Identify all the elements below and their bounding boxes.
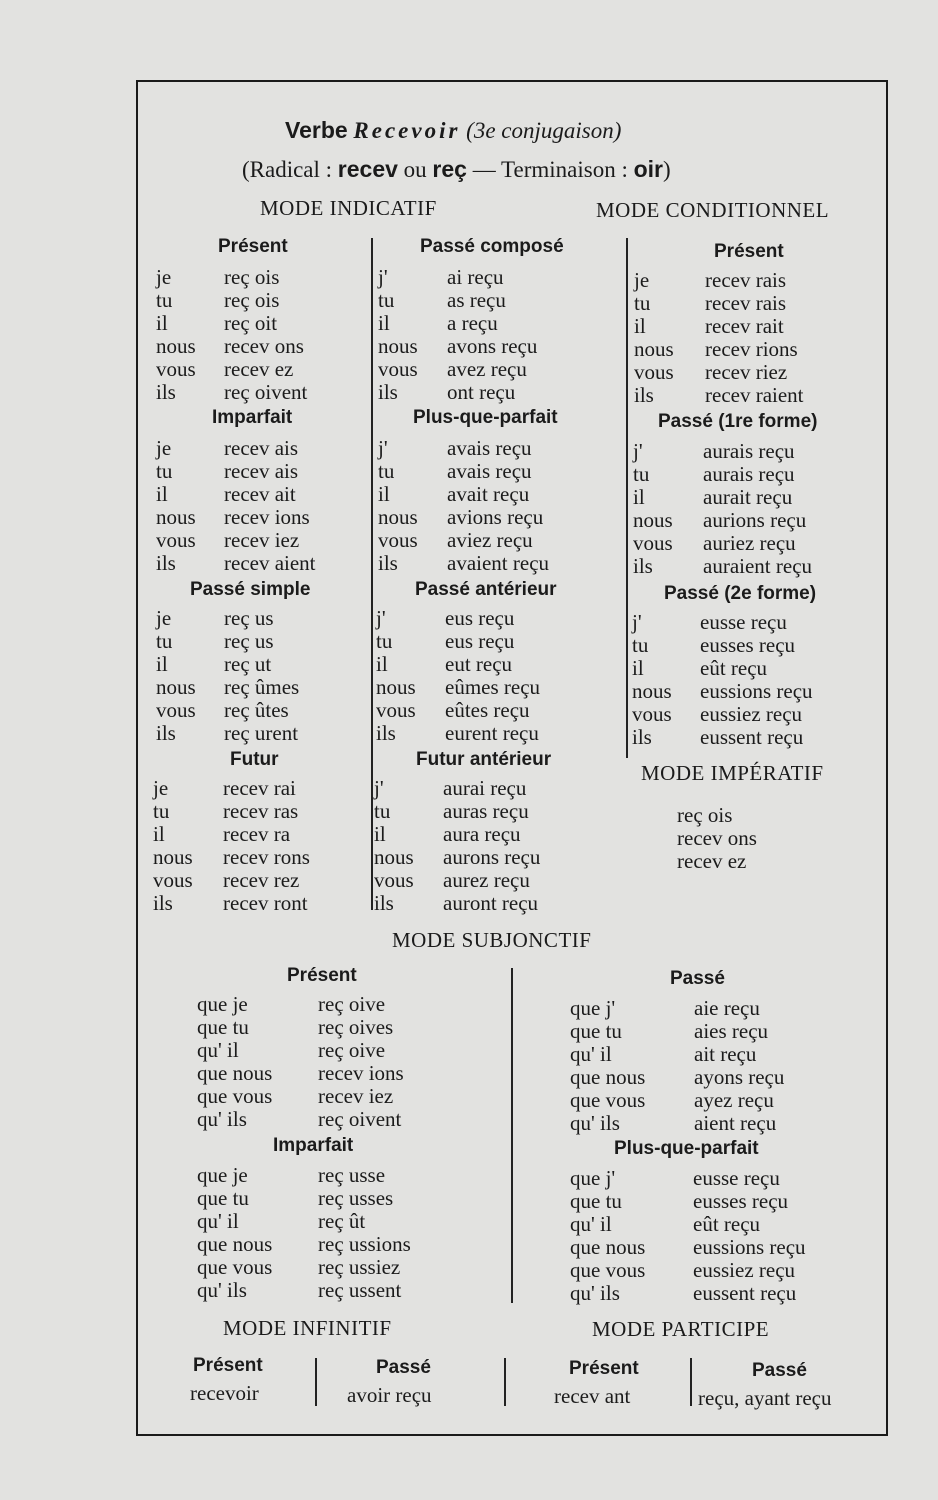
pronoun: il — [378, 311, 390, 335]
verb-form: recev ions — [224, 505, 310, 529]
pronoun: je — [156, 265, 172, 289]
pronoun: ils — [153, 891, 173, 915]
pronoun: que nous — [197, 1061, 273, 1085]
pronoun: vous — [156, 698, 196, 722]
pronoun: qu' il — [197, 1209, 239, 1233]
mode-infinitif-heading: MODE INFINITIF — [223, 1316, 392, 1340]
pronoun: qu' ils — [197, 1278, 247, 1302]
tense-heading: Imparfait — [273, 1135, 354, 1156]
divider-participe — [690, 1358, 692, 1406]
pronoun: ils — [633, 554, 653, 578]
divider-middle — [504, 1358, 506, 1406]
verb-form: avait reçu — [447, 482, 530, 506]
pronoun: vous — [378, 528, 418, 552]
verb-form: as reçu — [447, 288, 506, 312]
verb-form: eurent reçu — [445, 721, 539, 745]
verb-form: aurai reçu — [443, 776, 527, 800]
verb-form: recev rais — [705, 268, 787, 292]
pronoun: que tu — [570, 1019, 622, 1043]
infinitif-present-value: recevoir — [190, 1381, 259, 1405]
radical-label: (Radical : — [242, 157, 333, 182]
pronoun: que tu — [197, 1015, 249, 1039]
pronoun: il — [632, 656, 644, 680]
verb-form: auront reçu — [443, 891, 539, 915]
pronoun: que je — [197, 992, 248, 1016]
pronoun: tu — [633, 462, 650, 486]
tense-heading: Imparfait — [212, 407, 293, 428]
pronoun: qu' il — [570, 1212, 612, 1236]
pronoun: j' — [378, 265, 388, 289]
pronoun: je — [156, 606, 172, 630]
verb-form: aurais reçu — [703, 462, 795, 486]
verb-form: reç oit — [224, 311, 278, 335]
pronoun: j' — [378, 436, 388, 460]
verb-form: eûmes reçu — [445, 675, 541, 699]
tense-heading: Plus-que-parfait — [614, 1138, 759, 1159]
pronoun: j' — [376, 606, 386, 630]
pronoun: que je — [197, 1163, 248, 1187]
pronoun: que tu — [570, 1189, 622, 1213]
verb-form: eût reçu — [700, 656, 768, 680]
verb-form: avons reçu — [447, 334, 538, 358]
verb-form: ayez reçu — [694, 1088, 774, 1112]
participe-present-label: Présent — [569, 1358, 639, 1379]
pronoun: il — [374, 822, 386, 846]
verb-form: eussent reçu — [693, 1281, 797, 1305]
verb-form: recev aient — [224, 551, 316, 575]
pronoun: que j' — [570, 996, 616, 1020]
verb-form: auriez reçu — [703, 531, 796, 555]
verb-form: a reçu — [447, 311, 498, 335]
pronoun: que vous — [197, 1255, 273, 1279]
pronoun: vous — [633, 531, 673, 555]
pronoun: nous — [634, 337, 674, 361]
verb-form: reç us — [224, 606, 274, 630]
pronoun: nous — [376, 675, 416, 699]
verb-form: recev rions — [705, 337, 798, 361]
verb-form: recev ait — [224, 482, 296, 506]
verb-form: reç oivent — [318, 1107, 402, 1131]
pronoun: ils — [634, 383, 654, 407]
pronoun: qu' ils — [570, 1281, 620, 1305]
pronoun: tu — [156, 629, 173, 653]
tense-heading: Plus-que-parfait — [413, 407, 558, 428]
title-conjugaison: (3e conjugaison) — [466, 118, 622, 143]
pronoun: nous — [374, 845, 414, 869]
pronoun: vous — [634, 360, 674, 384]
pronoun: vous — [374, 868, 414, 892]
pronoun: j' — [374, 776, 384, 800]
divider-infinitif — [315, 1358, 317, 1406]
verb-form: recev riez — [705, 360, 788, 384]
verb-form: recev raient — [705, 383, 804, 407]
verb-form: ayons reçu — [694, 1065, 785, 1089]
verb-form: aurions reçu — [703, 508, 807, 532]
verb-form: recev iez — [224, 528, 300, 552]
tense-heading: Passé antérieur — [415, 579, 557, 600]
verb-form: reç ut — [224, 652, 272, 676]
verb-form: avions reçu — [447, 505, 544, 529]
mode-subjonctif-heading: MODE SUBJONCTIF — [392, 928, 592, 952]
pronoun: vous — [632, 702, 672, 726]
pronoun: tu — [376, 629, 393, 653]
pronoun: vous — [376, 698, 416, 722]
verb-form: eussions reçu — [700, 679, 813, 703]
verb-form: recev ais — [224, 436, 299, 460]
verb-form: reç ussiez — [318, 1255, 401, 1279]
verb-form: avez reçu — [447, 357, 527, 381]
pronoun: nous — [156, 675, 196, 699]
verb-form: reç ûmes — [224, 675, 300, 699]
verb-form: avaient reçu — [447, 551, 550, 575]
verb-form: auras reçu — [443, 799, 529, 823]
verb-form: eusses reçu — [693, 1189, 789, 1213]
imperatif-form: recev ons — [677, 826, 757, 850]
participe-passe-value: reçu, ayant reçu — [698, 1386, 832, 1410]
participe-passe-label: Passé — [752, 1360, 807, 1381]
verb-form: reç ussent — [318, 1278, 402, 1302]
verb-form: avais reçu — [447, 459, 532, 483]
pronoun: que vous — [570, 1088, 646, 1112]
pronoun: vous — [378, 357, 418, 381]
radical-ou: ou — [403, 157, 427, 182]
pronoun: qu' ils — [197, 1107, 247, 1131]
radical-close: ) — [662, 157, 671, 182]
verb-form: eussiez reçu — [693, 1258, 796, 1282]
verb-form: recev ra — [223, 822, 291, 846]
pronoun: ils — [378, 380, 398, 404]
verb-form: eusse reçu — [700, 610, 787, 634]
pronoun: vous — [153, 868, 193, 892]
verb-form: reç oives — [318, 1015, 394, 1039]
verb-form: reç oive — [318, 1038, 386, 1062]
verb-form: eus reçu — [445, 606, 515, 630]
verb-form: recev ons — [224, 334, 304, 358]
pronoun: je — [634, 268, 650, 292]
verb-form: aies reçu — [694, 1019, 769, 1043]
verb-form: aurez reçu — [443, 868, 530, 892]
mode-indicatif-heading: MODE INDICATIF — [260, 196, 437, 220]
pronoun: tu — [378, 459, 395, 483]
verb-form: aie reçu — [694, 996, 760, 1020]
terminaison-label: — Terminaison : — [472, 157, 628, 182]
verb-form: eut reçu — [445, 652, 513, 676]
tense-heading: Passé — [670, 968, 725, 989]
verb-form: recev ions — [318, 1061, 404, 1085]
verb-form: reç usses — [318, 1186, 394, 1210]
pronoun: il — [156, 482, 168, 506]
tense-heading: Présent — [714, 241, 784, 262]
verb-form: eûtes reçu — [445, 698, 530, 722]
tense-heading: Présent — [218, 236, 288, 257]
verb-form: eussions reçu — [693, 1235, 806, 1259]
verb-form: aurais reçu — [703, 439, 795, 463]
pronoun: tu — [378, 288, 395, 312]
tense-heading: Passé simple — [190, 579, 311, 600]
pronoun: ils — [156, 380, 176, 404]
pronoun: nous — [156, 505, 196, 529]
verb-form: aurait reçu — [703, 485, 793, 509]
pronoun: nous — [378, 505, 418, 529]
pronoun: que nous — [570, 1065, 646, 1089]
divider-conditionnel — [626, 238, 628, 758]
pronoun: vous — [156, 357, 196, 381]
tense-heading: Passé (1re forme) — [658, 411, 818, 432]
pronoun: ils — [376, 721, 396, 745]
tense-heading: Futur antérieur — [416, 749, 552, 770]
verb-form: aura reçu — [443, 822, 521, 846]
pronoun: il — [378, 482, 390, 506]
imperatif-form: reç ois — [677, 803, 733, 827]
verb-form: aviez reçu — [447, 528, 533, 552]
pronoun: qu' il — [570, 1042, 612, 1066]
verb-form: reç ois — [224, 265, 280, 289]
verb-form: eus reçu — [445, 629, 515, 653]
mode-imperatif-heading: MODE IMPÉRATIF — [641, 761, 824, 785]
pronoun: que vous — [197, 1084, 273, 1108]
verb-form: eusse reçu — [693, 1166, 780, 1190]
verb-form: reç oivent — [224, 380, 308, 404]
verb-form: recev rez — [223, 868, 300, 892]
pronoun: que nous — [570, 1235, 646, 1259]
verb-form: recev ez — [224, 357, 294, 381]
verb-form: recev rais — [705, 291, 787, 315]
pronoun: tu — [156, 459, 173, 483]
pronoun: nous — [153, 845, 193, 869]
tense-heading: Passé composé — [420, 236, 564, 257]
tense-heading: Présent — [287, 965, 357, 986]
pronoun: tu — [153, 799, 170, 823]
mode-conditionnel-heading: MODE CONDITIONNEL — [596, 198, 830, 222]
pronoun: que tu — [197, 1186, 249, 1210]
pronoun: il — [634, 314, 646, 338]
pronoun: ils — [632, 725, 652, 749]
infinitif-passe-label: Passé — [376, 1357, 431, 1378]
verb-form: reç urent — [224, 721, 299, 745]
verb-form: ont reçu — [447, 380, 516, 404]
pronoun: j' — [633, 439, 643, 463]
pronoun: il — [156, 652, 168, 676]
verb-form: avais reçu — [447, 436, 532, 460]
pronoun: nous — [156, 334, 196, 358]
title-line — [285, 118, 621, 143]
verb-form: recev ront — [223, 891, 308, 915]
verb-form: ai reçu — [447, 265, 504, 289]
verb-form: reç oive — [318, 992, 386, 1016]
verb-form: ait reçu — [694, 1042, 757, 1066]
divider-indicatif — [371, 238, 373, 910]
pronoun: il — [376, 652, 388, 676]
pronoun: ils — [156, 721, 176, 745]
verb-form: reç us — [224, 629, 274, 653]
pronoun: je — [156, 436, 172, 460]
verb-form: recev rai — [223, 776, 296, 800]
verb-form: recev iez — [318, 1084, 394, 1108]
pronoun: il — [156, 311, 168, 335]
pronoun: nous — [633, 508, 673, 532]
verb-form: auraient reçu — [703, 554, 813, 578]
verb-form: reç ûtes — [224, 698, 289, 722]
verb-form: eût reçu — [693, 1212, 761, 1236]
infinitif-present-label: Présent — [193, 1355, 263, 1376]
verb-form: reç ois — [224, 288, 280, 312]
pronoun: nous — [378, 334, 418, 358]
verb-form: aurons reçu — [443, 845, 541, 869]
pronoun: ils — [378, 551, 398, 575]
divider-subjonctif — [511, 968, 513, 1303]
verb-form: eusses reçu — [700, 633, 796, 657]
mode-participe-heading: MODE PARTICIPE — [592, 1317, 770, 1341]
verb-form: recev ras — [223, 799, 299, 823]
verb-form: recev rait — [705, 314, 784, 338]
radical-value-2: reç — [432, 156, 467, 182]
verb-form: eussent reçu — [700, 725, 804, 749]
radical-value: recev — [337, 156, 398, 182]
verb-form: reç ût — [318, 1209, 366, 1233]
pronoun: vous — [156, 528, 196, 552]
pronoun: que nous — [197, 1232, 273, 1256]
tense-heading: Futur — [230, 749, 279, 770]
tense-heading: Passé (2e forme) — [664, 583, 817, 604]
pronoun: tu — [156, 288, 173, 312]
pronoun: ils — [156, 551, 176, 575]
pronoun: il — [153, 822, 165, 846]
pronoun: il — [633, 485, 645, 509]
title-verb: Recevoir — [353, 118, 461, 143]
pronoun: qu' ils — [570, 1111, 620, 1135]
pronoun: je — [153, 776, 169, 800]
verb-form: recev ais — [224, 459, 299, 483]
pronoun: que vous — [570, 1258, 646, 1282]
terminaison-value: oir — [633, 156, 663, 182]
pronoun: tu — [374, 799, 391, 823]
verb-form: aient reçu — [694, 1111, 777, 1135]
pronoun: tu — [634, 291, 651, 315]
radical-line — [242, 157, 671, 182]
pronoun: j' — [632, 610, 642, 634]
verb-form: recev rons — [223, 845, 310, 869]
pronoun: nous — [632, 679, 672, 703]
verb-form: eussiez reçu — [700, 702, 803, 726]
imperatif-form: recev ez — [677, 849, 747, 873]
participe-present-value: recev ant — [554, 1384, 631, 1408]
pronoun: tu — [632, 633, 649, 657]
infinitif-passe-value: avoir reçu — [347, 1383, 432, 1407]
verb-form: reç ussions — [318, 1232, 411, 1256]
pronoun: que j' — [570, 1166, 616, 1190]
pronoun: ils — [374, 891, 394, 915]
pronoun: qu' il — [197, 1038, 239, 1062]
title-verbe: Verbe — [285, 117, 348, 143]
verb-form: reç usse — [318, 1163, 386, 1187]
